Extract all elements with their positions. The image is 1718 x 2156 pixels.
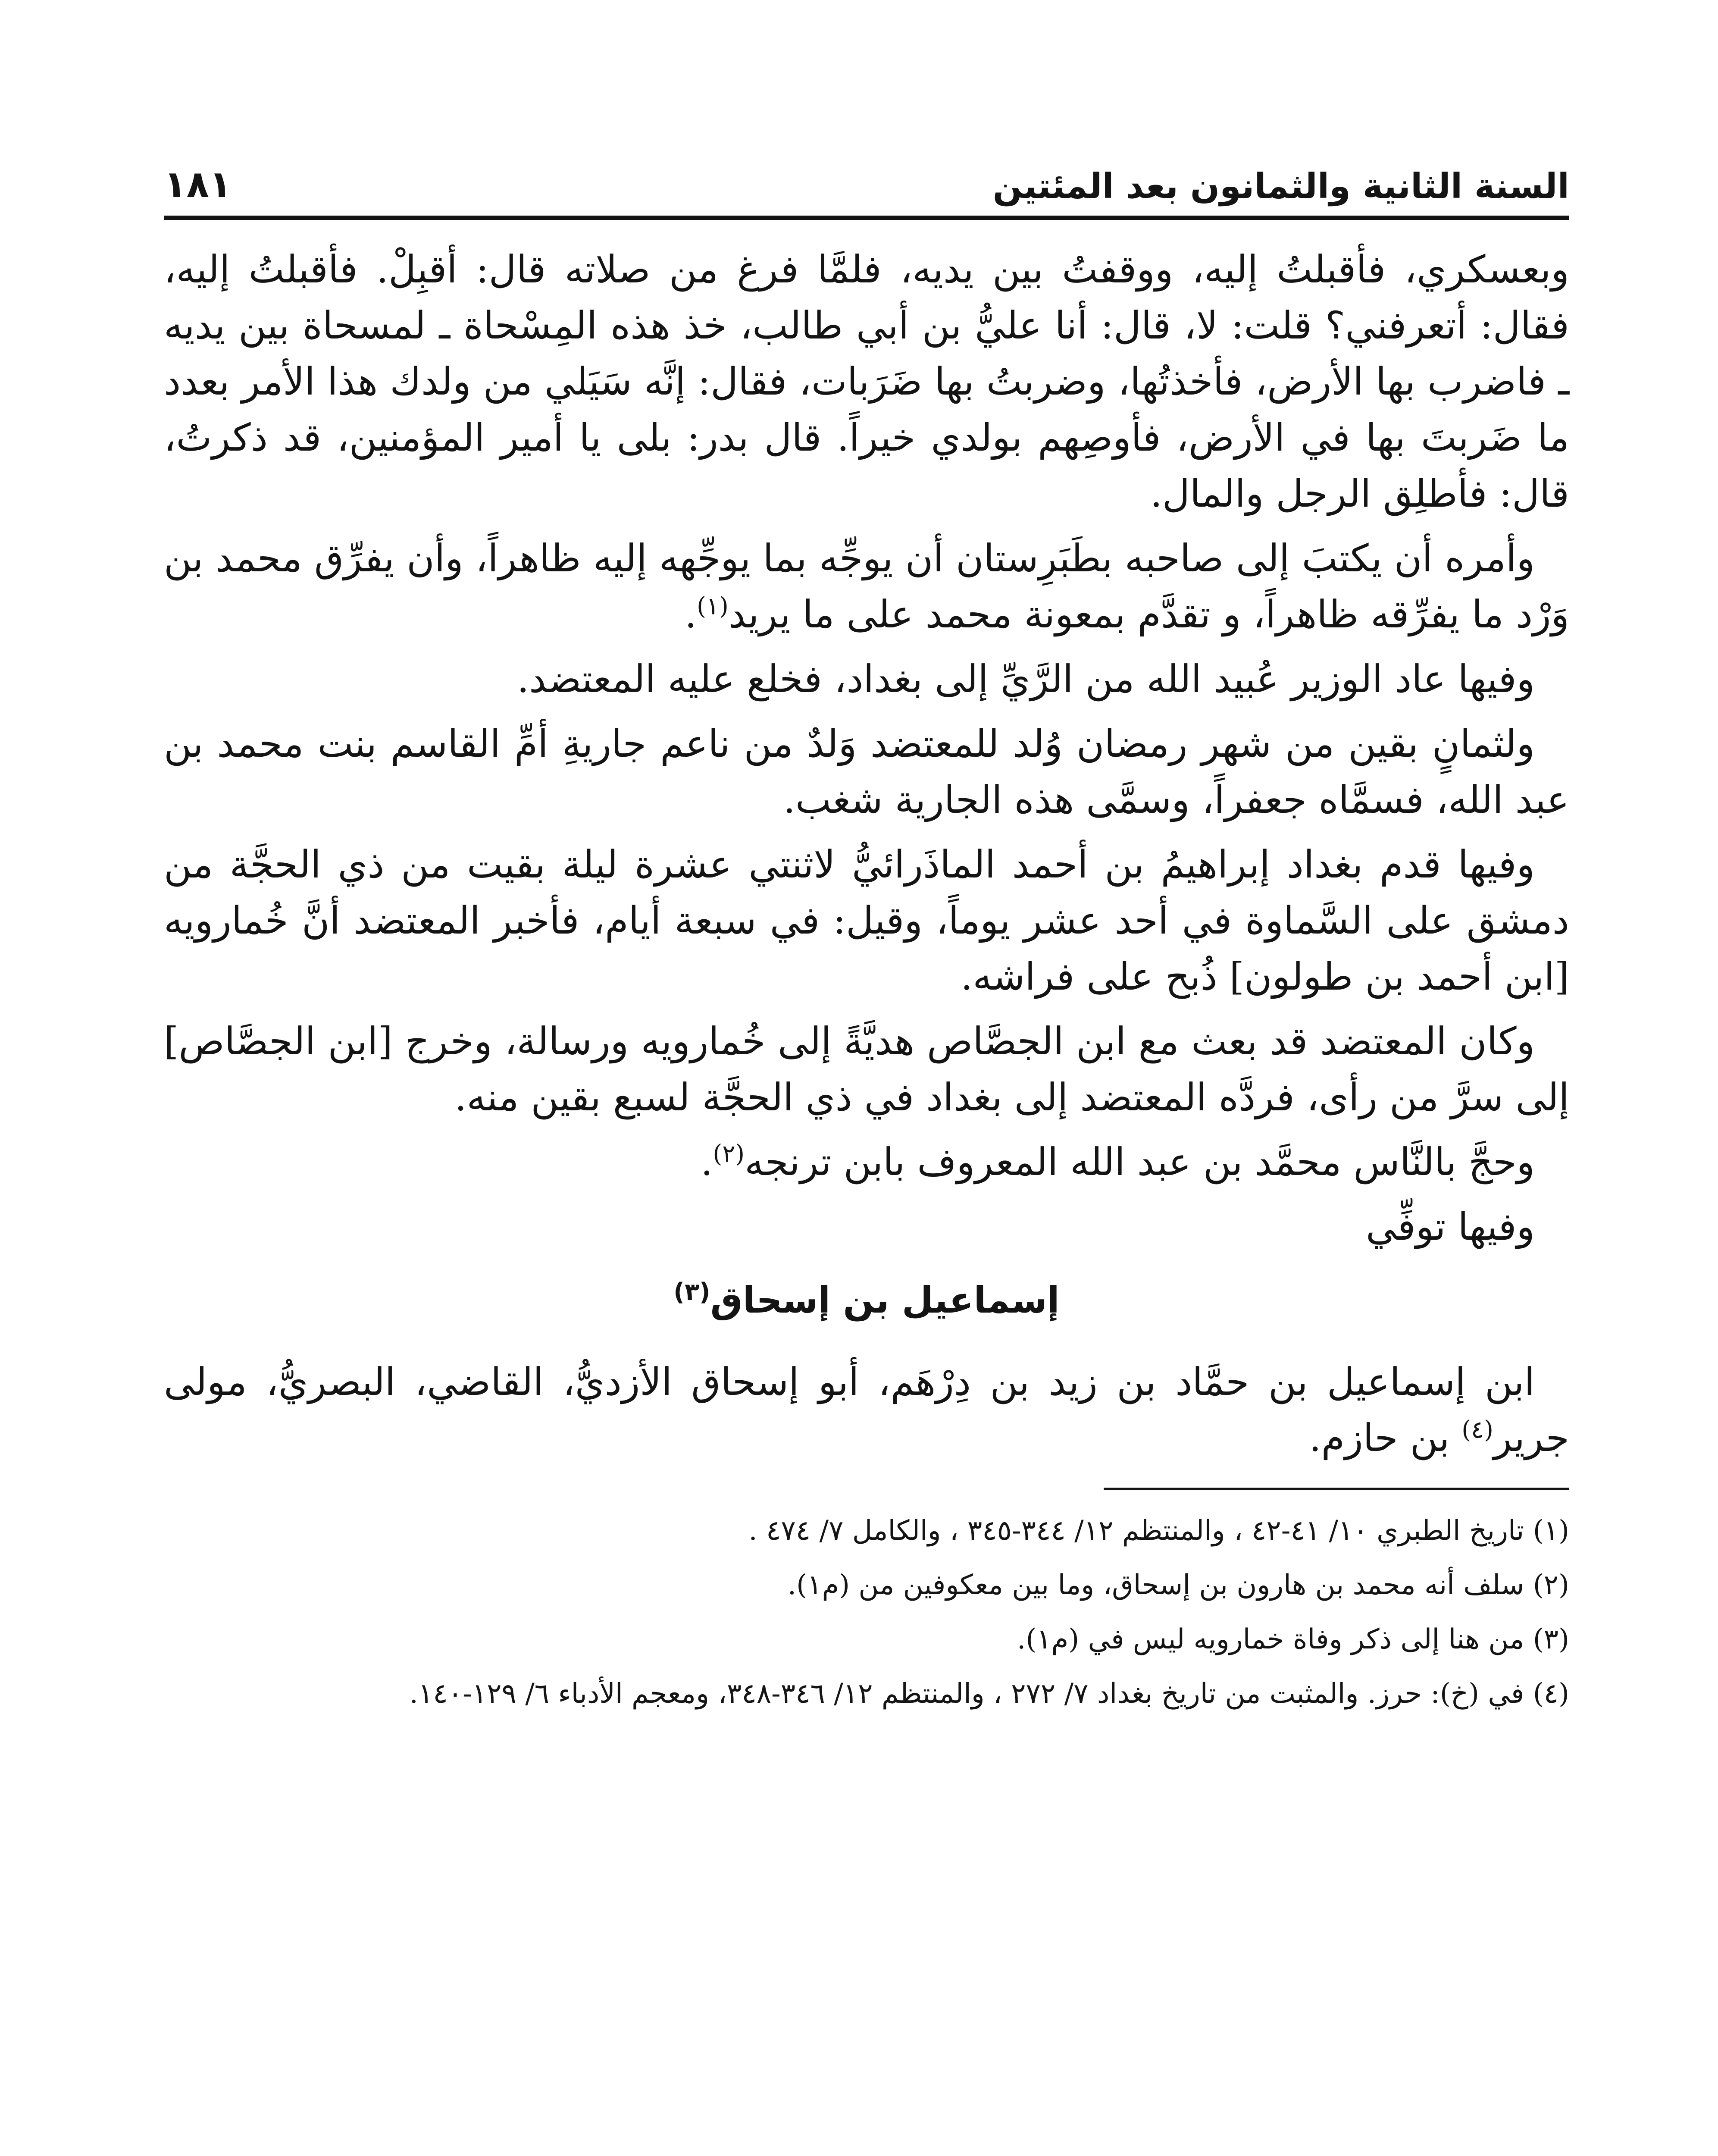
main-text: [164, 241, 1569, 1466]
footnote-ref-4: (٤): [1461, 1416, 1493, 1444]
paragraph-hajj: [164, 1134, 1569, 1190]
page-number: ١٨١: [164, 163, 232, 206]
footnote-divider: [1104, 1488, 1569, 1490]
paragraph-vizier: وفيها عاد الوزير عُبيد الله من الرَّيِّ إلى بغداد، فخلع عليه المعتضد.: [517, 657, 1535, 701]
section-heading: [164, 1272, 1569, 1328]
paragraph-death-intro: وفيها توفِّي: [1366, 1204, 1535, 1249]
footnote-ref-1: (١): [697, 592, 729, 620]
paragraph-end: .: [685, 592, 697, 636]
paragraph-birth: ولثمانٍ بقين من شهر رمضان وُلد للمعتضد وَلدٌ من ناعم جاريةِ أمِّ القاسم بنت محمد بن عبد الله، فسمَّاه جعفراً، وسمَّى هذه الجارية شغب.: [164, 721, 1569, 822]
running-title: السنة الثانية والثمانون بعد المئتين: [992, 166, 1569, 206]
paragraph-ibn-jassas: وكان المعتضد قد بعث مع ابن الجصَّاص هديَّةً إلى خُمارويه ورسالة، وخرج [ابن الجصَّاص] إلى سرَّ من رأى، فردَّه المعتضد إلى بغداد في ذي الحجَّة لسبع بقين منه.: [164, 1019, 1569, 1119]
book-page: [164, 142, 1569, 2156]
paragraph-tabaristan: [164, 530, 1569, 642]
paragraph-end: .: [701, 1140, 713, 1184]
paragraph-text: وأمره أن يكتبَ إلى صاحبه بطَبَرِستان أن يوجِّه بما يوجِّهه إليه ظاهراً، وأن يفرِّق محمد بن وَرْد ما يفرِّقه ظاهراً، و تقدَّم بمعونة محمد على ما يريد: [164, 536, 1569, 636]
footnote-ref-3: (٣): [673, 1278, 710, 1306]
footnote-item: (١) تاريخ الطبري ١٠/ ٤١-٤٢ ، والمنتظم ١٢/ ٣٤٤-٣٤٥ ، والكامل ٧/ ٤٧٤ .: [748, 1515, 1569, 1547]
paragraph-text: وحجَّ بالنَّاس محمَّد بن عبد الله المعروف بابن ترنجه: [745, 1140, 1535, 1184]
paragraph-khumarawayh: وفيها قدم بغداد إبراهيمُ بن أحمد الماذَرائيُّ لاثنتي عشرة ليلة بقيت من ذي الحجَّة من دمشق على السَّماوة في أحد عشر يوماً، وقيل: في سبعة أيام، فأخبر المعتضد أنَّ خُمارويه [ابن أحمد بن طولون] ذُبح على فراشه.: [164, 842, 1569, 999]
heading-text: إسماعيل بن إسحاق: [710, 1279, 1060, 1321]
footnote-item: (٤) في (خ): حرز. والمثبت من تاريخ بغداد ٧/ ٢٧٢ ، والمنتظم ١٢/ ٣٤٦-٣٤٨، ومعجم الأدباء ٦/ ١٢٩-١٤٠.: [409, 1678, 1569, 1710]
running-header: [164, 142, 1569, 220]
paragraph-continuation: وبعسكري، فأقبلتُ إليه، ووقفتُ بين يديه، فلمَّا فرغ من صلاته قال: أقبِلْ. فأقبلتُ إليه، فقال: أتعرفني؟ قلت: لا، قال: أنا عليُّ بن أبي طالب، خذ هذه المِسْحاة ـ لمسحاة بين يديه ـ فاضرب بها الأرض، فأخذتُها، وضربتُ بها ضَرَبات، فقال: إنَّه سَيَلي من ولدك هذا الأمر بعدد ما ضَربتَ بها في الأرض، فأوصِهم بولدي خيراً. قال بدر: بلى يا أمير المؤمنين، قد ذكرتُ، قال: فأطلِق الرجل والمال.: [164, 247, 1569, 516]
paragraph-text: ابن إسماعيل بن حمَّاد بن زيد بن دِرْهَم، أبو إسحاق الأزديُّ، القاضي، البصريُّ، مولى جرير: [164, 1360, 1569, 1460]
footnotes: [164, 1507, 1569, 1717]
footnote-item: (٢) سلف أنه محمد بن هارون بن إسحاق، وما بين معكوفين من (م١).: [787, 1569, 1569, 1601]
paragraph-biography: [164, 1354, 1569, 1466]
footnote-item: (٣) من هنا إلى ذكر وفاة خمارويه ليس في (م١).: [1017, 1623, 1569, 1655]
paragraph-text: بن حازم.: [1309, 1416, 1462, 1460]
footnote-ref-2: (٢): [713, 1140, 745, 1168]
